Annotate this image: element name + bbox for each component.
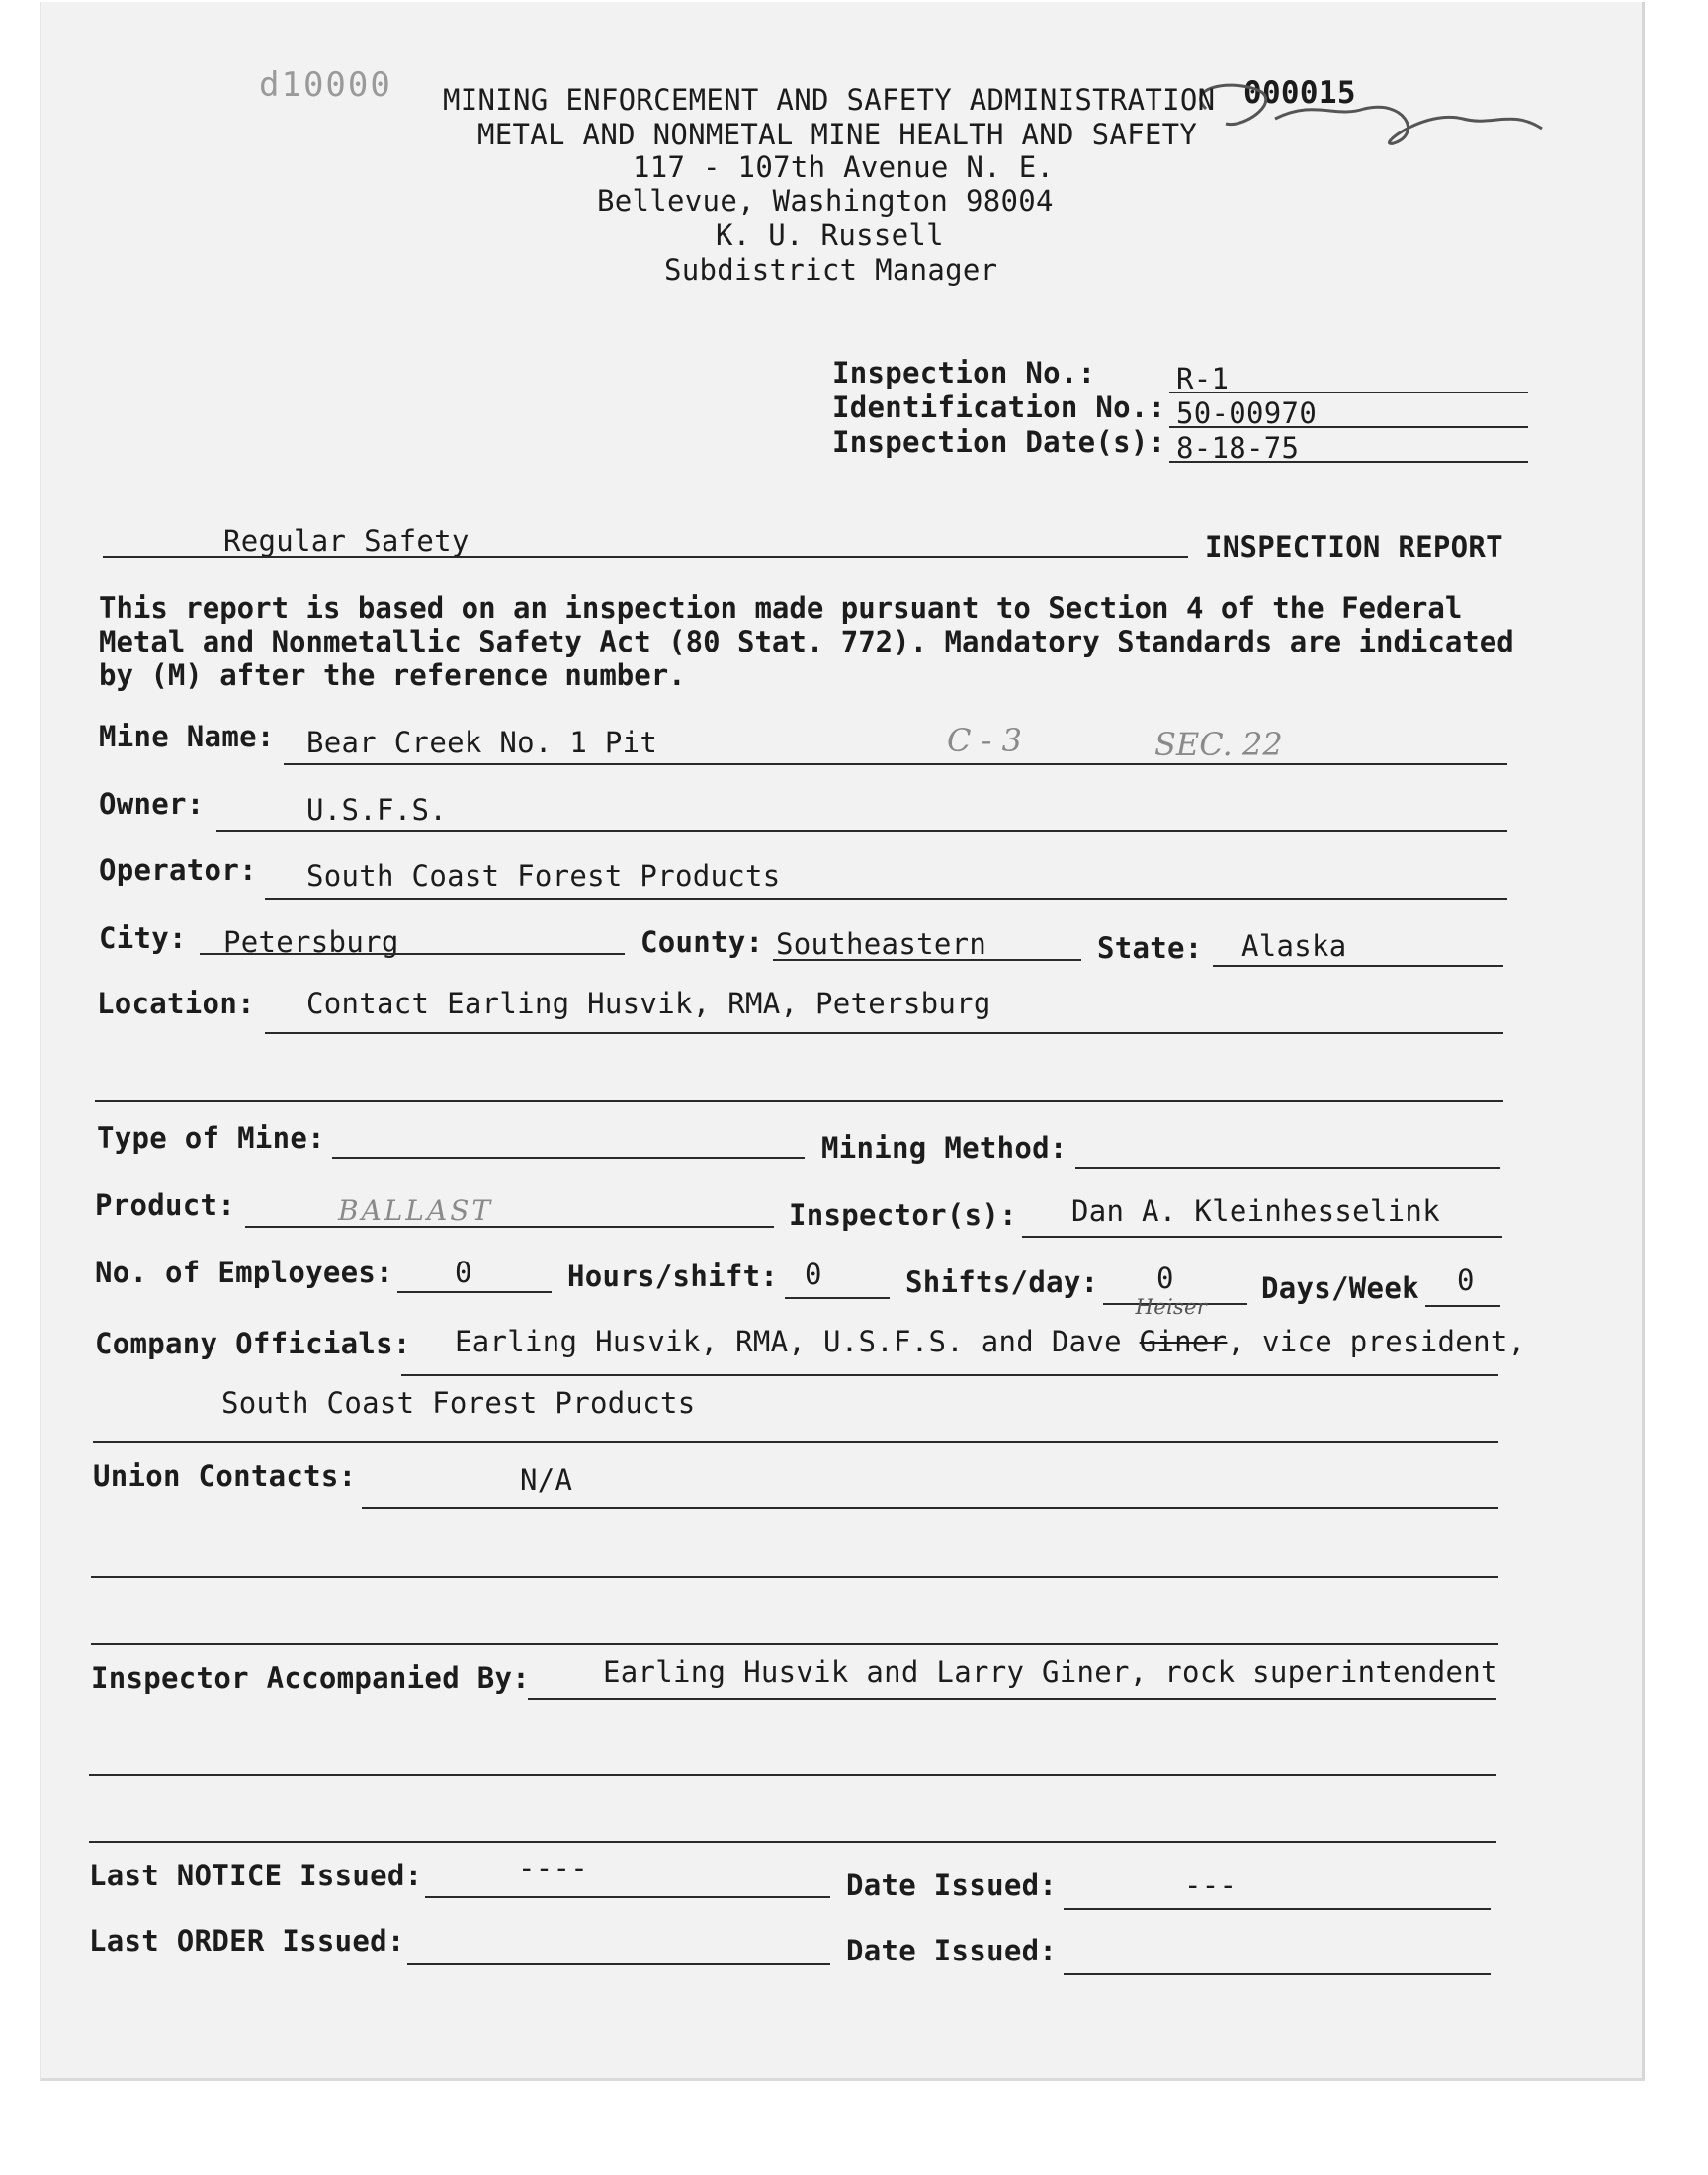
location-label: Location:	[97, 987, 255, 1020]
mining-method-label: Mining Method:	[821, 1131, 1068, 1165]
company-officials-value-2: South Coast Forest Products	[221, 1386, 696, 1420]
address-city: Bellevue, Washington 98004	[597, 184, 1054, 218]
document-page	[40, 2, 1645, 2081]
type-of-mine-line	[332, 1157, 805, 1159]
hours-per-shift-value: 0	[805, 1258, 822, 1291]
accompanied-by-line-1	[528, 1698, 1496, 1700]
agency-name: MINING ENFORCEMENT AND SAFETY ADMINISTRATION	[443, 83, 1216, 117]
company-officials-label: Company Officials:	[95, 1327, 411, 1360]
manager-name: K. U. Russell	[716, 218, 944, 252]
company-officials-struck-name	[1135, 1295, 1228, 1358]
union-contacts-label: Union Contacts:	[93, 1459, 357, 1493]
intro-paragraph: This report is based on an inspection made pursuant to Section 4 of the Federal Metal and Nonmetallic Safety Act (80 Stat. 772). Mandatory Standards are indicated by (M) after the reference number.	[99, 591, 1514, 692]
city-value: Petersburg	[223, 925, 399, 959]
notice-date-line	[1064, 1908, 1491, 1910]
company-officials-value	[455, 1295, 1526, 1358]
shifts-per-day-value: 0	[1156, 1262, 1174, 1295]
days-per-week-line	[1425, 1305, 1500, 1307]
county-value: Southeastern	[776, 927, 987, 961]
inspection-date-line	[1169, 461, 1528, 463]
manager-title: Subdistrict Manager	[664, 253, 998, 287]
product-handwritten-value: BALLAST	[338, 1194, 494, 1227]
company-officials-line-2	[93, 1441, 1498, 1443]
state-value: Alaska	[1241, 929, 1347, 963]
employees-value: 0	[455, 1256, 472, 1289]
last-notice-label: Last NOTICE Issued:	[89, 1859, 423, 1892]
accompanied-by-line-2	[89, 1774, 1496, 1776]
notice-date-label: Date Issued:	[846, 1869, 1058, 1902]
agency-division: METAL AND NONMETAL MINE HEALTH AND SAFETY	[477, 118, 1198, 151]
last-order-line	[407, 1963, 830, 1965]
inspection-no-line	[1169, 392, 1528, 393]
order-date-line	[1064, 1973, 1491, 1975]
mine-name-value: Bear Creek No. 1 Pit	[306, 726, 658, 759]
identification-no-label: Identification No.:	[832, 391, 1166, 424]
hours-per-shift-line	[785, 1297, 890, 1299]
report-type-line	[103, 556, 1188, 558]
county-line	[773, 959, 1081, 961]
mining-method-line	[1075, 1167, 1500, 1169]
days-per-week-label: Days/Week	[1261, 1271, 1419, 1305]
employees-line	[397, 1291, 552, 1293]
mine-name-handwritten-note-1: C - 3	[947, 722, 1022, 759]
city-line	[200, 953, 625, 955]
days-per-week-value: 0	[1457, 1263, 1475, 1297]
product-label: Product:	[95, 1188, 236, 1222]
state-line	[1213, 965, 1503, 967]
handwritten-correction: Heiser	[1135, 1295, 1208, 1319]
inspection-date-value: 8-18-75	[1176, 431, 1300, 465]
inspection-no-label: Inspection No.:	[832, 356, 1096, 390]
struck-name-text: Giner	[1139, 1325, 1228, 1358]
county-label: County:	[640, 925, 764, 959]
notice-date-value: ---	[1184, 1869, 1238, 1902]
location-line-2	[95, 1100, 1503, 1102]
stamp-number-right: 000015	[1243, 75, 1356, 111]
last-notice-value: ----	[518, 1851, 589, 1884]
mine-name-line	[284, 763, 1507, 765]
state-label: State:	[1097, 931, 1203, 965]
shifts-per-day-label: Shifts/day:	[905, 1265, 1099, 1299]
accompanied-by-label: Inspector Accompanied By:	[91, 1661, 530, 1695]
accompanied-by-value: Earling Husvik and Larry Giner, rock superintendent	[603, 1655, 1498, 1689]
last-notice-line	[425, 1896, 830, 1898]
mine-name-handwritten-note-2: SEC. 22	[1154, 726, 1283, 763]
company-officials-line-1	[401, 1374, 1498, 1376]
city-label: City:	[99, 921, 187, 955]
report-type-value: Regular Safety	[223, 524, 470, 558]
product-line	[245, 1226, 774, 1228]
owner-line	[216, 830, 1507, 832]
report-type-label: INSPECTION REPORT	[1205, 530, 1503, 564]
location-line-1	[265, 1032, 1503, 1034]
handwritten-signature	[1166, 49, 1562, 158]
type-of-mine-label: Type of Mine:	[97, 1121, 325, 1155]
hours-per-shift-label: Hours/shift:	[567, 1260, 779, 1293]
company-officials-text-1: Earling Husvik, RMA, U.S.F.S. and Dave	[455, 1325, 1140, 1358]
union-contacts-line-2	[91, 1576, 1498, 1578]
inspectors-label: Inspector(s):	[789, 1198, 1017, 1232]
identification-no-line	[1169, 426, 1528, 428]
stamp-number-left: d10000	[259, 65, 392, 105]
identification-no-value: 50-00970	[1176, 396, 1318, 430]
union-contacts-value: N/A	[520, 1463, 573, 1497]
operator-value: South Coast Forest Products	[306, 859, 781, 893]
inspection-date-label: Inspection Date(s):	[832, 425, 1166, 459]
company-officials-text-2: , vice president,	[1227, 1325, 1526, 1358]
owner-label: Owner:	[99, 787, 205, 821]
location-value: Contact Earling Husvik, RMA, Petersburg	[306, 987, 991, 1020]
operator-label: Operator:	[99, 853, 257, 887]
inspectors-value: Dan A. Kleinhesselink	[1071, 1194, 1440, 1228]
inspectors-line	[1022, 1236, 1502, 1238]
owner-value: U.S.F.S.	[306, 793, 448, 826]
mine-name-label: Mine Name:	[99, 720, 275, 753]
last-order-label: Last ORDER Issued:	[89, 1924, 405, 1958]
union-contacts-line-1	[362, 1507, 1498, 1509]
address-street: 117 - 107th Avenue N. E.	[633, 150, 1055, 184]
union-contacts-line-3	[91, 1643, 1498, 1645]
operator-line	[265, 898, 1507, 900]
order-date-label: Date Issued:	[846, 1934, 1058, 1967]
employees-label: No. of Employees:	[95, 1256, 393, 1289]
accompanied-by-line-3	[89, 1841, 1496, 1843]
inspection-no-value: R-1	[1176, 362, 1230, 395]
